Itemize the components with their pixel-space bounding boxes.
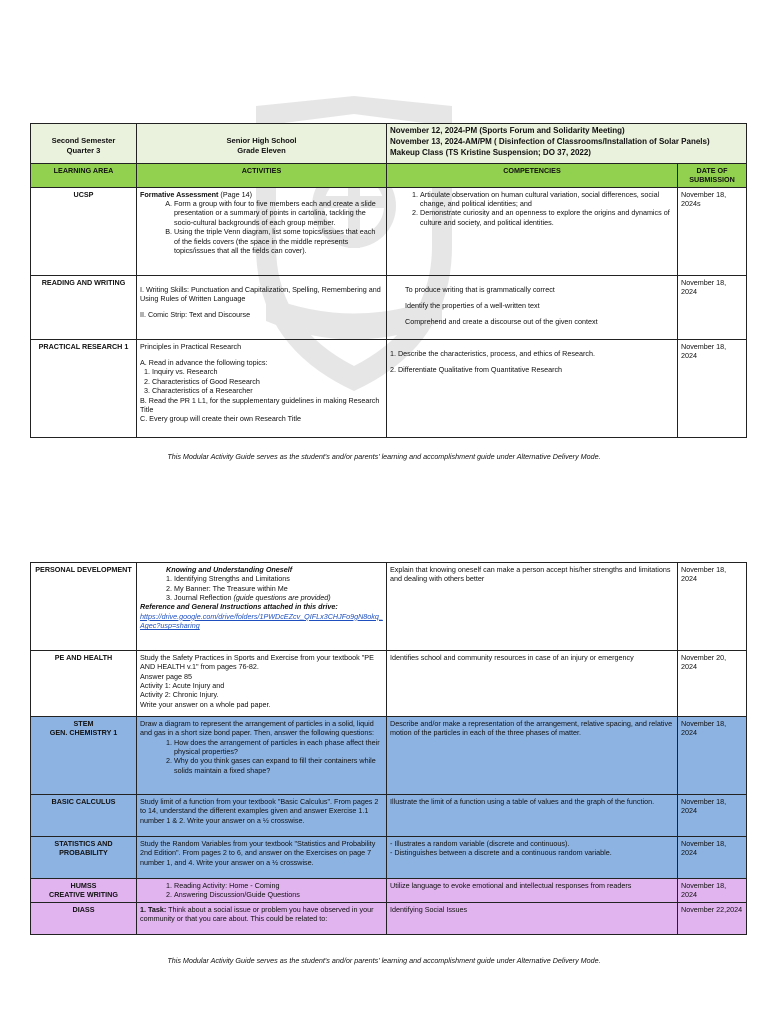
activities-calculus: Study limit of a function from your textbook "Basic Calculus". From pages 2 to 14, understand the different examples given and answer Exercise 1.1 number 1 & 2. Write your answer on a ½ crosswise.: [137, 795, 387, 837]
activities-chemistry: [137, 717, 387, 795]
activity-item: 1. Identifying Strengths and Limitations: [174, 574, 383, 583]
learning-area-statistics: STATISTICS AND PROBABILITY: [31, 837, 137, 879]
activity-title: Formative Assessment: [140, 189, 219, 199]
strand-label: STEM: [73, 719, 94, 728]
competencies-creative-writing: Utilize language to evoke emotional and intellectual responses from readers: [387, 879, 678, 903]
date-perdev: November 18, 2024: [678, 563, 747, 651]
date-calculus: November 18, 2024: [678, 795, 747, 837]
question-item: 2. Why do you think gases can expand to fill their containers while solids maintain a fixed shape?: [174, 756, 383, 775]
topic-item: 3. Characteristics of a Researcher: [144, 386, 253, 396]
competency-line: - Distinguishes between a discrete and a continuous random variable.: [390, 848, 612, 858]
activity-line: I. Writing Skills: Punctuation and Capitalization, Spelling, Remembering and Using Rules of Written Language: [140, 284, 381, 304]
subject-label: GEN. CHEMISTRY 1: [49, 728, 118, 738]
competency-line: Identify the properties of a well-written text: [405, 301, 540, 311]
schedule-table-page-1: [30, 123, 747, 438]
date-line-2: November 13, 2024-AM/PM ( Disinfection of Classrooms/Installation of Solar Panels): [390, 136, 710, 146]
activity-item: 1. Reading Activity: Home - Coming: [174, 881, 383, 890]
date-pe: November 20, 2024: [678, 651, 747, 717]
competencies-calculus: Illustrate the limit of a function using a table of values and the graph of the function.: [387, 795, 678, 837]
learning-area-ucsp: UCSP: [31, 187, 137, 275]
strand-label: HUMSS: [70, 881, 97, 890]
competencies-diass: Identifying Social Issues: [387, 902, 678, 934]
competencies-ucsp: [387, 187, 678, 275]
page-footer-note: This Modular Activity Guide serves as the student's and/or parents' learning and accomplishment guide under Alternative Delivery Mode.: [167, 956, 601, 965]
activity-item: A. Form a group with four to five members each and create a slide presentation or a summary of points in cartolina, tackling the socio-cultural backgrounds of each group member.: [174, 199, 383, 227]
semester-label: Second Semester: [51, 136, 116, 145]
date-statistics: November 18, 2024: [678, 837, 747, 879]
date-line-3: Makeup Class (TS Kristine Suspension; DO 37, 2022): [390, 147, 591, 157]
activities-ucsp: [137, 187, 387, 275]
date-chemistry: November 18, 2024: [678, 717, 747, 795]
table-row: [31, 902, 747, 934]
reference-note: Reference and General Instructions attached in this drive:: [140, 602, 338, 612]
activities-creative-writing: [137, 879, 387, 903]
activity-line: Answer page 85: [140, 671, 192, 681]
date-line-1: November 12, 2024-PM (Sports Forum and Solidarity Meeting): [390, 126, 625, 135]
activity-line: C. Every group will create their own Research Title: [140, 414, 301, 424]
schedule-table-page-2: [30, 562, 747, 935]
subject-label: CREATIVE WRITING: [49, 890, 118, 900]
table-row: [31, 275, 747, 339]
competency-line: - Illustrates a random variable (discrete and continuous).: [390, 839, 570, 848]
activity-title: Knowing and Understanding Oneself: [166, 565, 293, 574]
competencies-pr1: [387, 339, 678, 437]
col-learning-area: LEARNING AREA: [31, 164, 137, 188]
school-level-label: Senior High School: [226, 136, 297, 145]
learning-area-calculus: BASIC CALCULUS: [31, 795, 137, 837]
activity-line: II. Comic Strip: Text and Discourse: [140, 310, 251, 320]
learning-area-diass: DIASS: [31, 902, 137, 934]
table-row: [31, 795, 747, 837]
task-label: 1. Task:: [140, 904, 167, 914]
activity-line: Activity 1: Acute Injury and: [140, 681, 225, 691]
learning-area-pr1: PRACTICAL RESEARCH 1: [31, 339, 137, 437]
activities-diass: [137, 902, 387, 934]
competency-line: 1. Describe the characteristics, process, and ethics of Research.: [390, 348, 595, 358]
activity-item: 2. My Banner: The Treasure within Me: [174, 584, 383, 593]
activity-page: (Page 14): [218, 189, 252, 199]
activity-line: Draw a diagram to represent the arrangement of particles in a solid, liquid and gas in a short size bond paper. Then, answer the following questions:: [140, 719, 375, 738]
activities-reading: [137, 275, 387, 339]
competencies-reading: [387, 275, 678, 339]
competency-line: 2. Differentiate Qualitative from Quantitative Research: [390, 365, 563, 375]
competency-item: 2. Demonstrate curiosity and an openness to explore the origins and dynamics of culture and society, and political identities.: [420, 208, 674, 227]
table-row: [31, 563, 747, 651]
quarter-label: Quarter 3: [66, 145, 101, 155]
competency-line: To produce writing that is grammatically correct: [405, 284, 555, 294]
learning-area-reading: READING AND WRITING: [31, 275, 137, 339]
date-pr1: November 18, 2024: [678, 339, 747, 437]
date-reading: November 18, 2024: [678, 275, 747, 339]
activity-line: Write your answer on a whole pad paper.: [140, 699, 271, 709]
date-ucsp: November 18, 2024s: [678, 187, 747, 275]
col-activities: ACTIVITIES: [137, 164, 387, 188]
activity-item: B. Using the triple Venn diagram, list some topics/issues that each of the fields covers (the space in the middle represents topics/issues that all the fields can cover).: [174, 227, 383, 255]
col-date-submission: DATE OF SUBMISSION: [678, 164, 747, 188]
activities-pr1: [137, 339, 387, 437]
schedule-dates-cell: [387, 124, 747, 164]
learning-area-creative-writing: [31, 879, 137, 903]
activity-line: Activity 2: Chronic Injury.: [140, 690, 219, 700]
competency-item: 1. Articulate observation on human cultural variation, social differences, social change, and political identities; and: [420, 190, 674, 209]
topic-item: 2. Characteristics of Good Research: [144, 376, 260, 386]
table-row: [31, 339, 747, 437]
activity-line: B. Read the PR 1 L1, for the supplementary guidelines in making Research Title: [140, 395, 380, 414]
competencies-statistics: [387, 837, 678, 879]
activities-pe: [137, 651, 387, 717]
table-row: [31, 879, 747, 903]
task-text: Think about a social issue or problem you have observed in your community or that you care about. This could be related to:: [140, 904, 374, 924]
date-creative-writing: November 18, 2024: [678, 879, 747, 903]
table-row: [31, 651, 747, 717]
grade-label: Grade Eleven: [237, 145, 286, 155]
activities-statistics: Study the Random Variables from your textbook "Statistics and Probability 2nd Edition". From pages 2 to 6, and answer on the Exercises on page 7 number 1, and 4. Write your answer on a ½ crosswise.: [137, 837, 387, 879]
col-competencies: COMPETENCIES: [387, 164, 678, 188]
semester-cell: [31, 124, 137, 164]
activities-perdev: [137, 563, 387, 651]
page-footer-note: This Modular Activity Guide serves as the student's and/or parents' learning and accomplishment guide under Alternative Delivery Mode.: [167, 452, 601, 461]
topic-item: 1. Inquiry vs. Research: [144, 367, 218, 377]
drive-link[interactable]: https://drive.google.com/drive/folders/1PWDcEZcv_QIFLx3CHJFo9gN8okq_Agec?usp=sharing: [140, 611, 383, 631]
activity-item: [174, 593, 383, 602]
grade-cell: [137, 124, 387, 164]
question-item: 1. How does the arrangement of particles in each phase affect their physical properties?: [174, 738, 383, 757]
activity-line: A. Read in advance the following topics:: [140, 358, 268, 368]
learning-area-pe: PE AND HEALTH: [31, 651, 137, 717]
activity-item-note: (guide questions are provided): [231, 593, 331, 603]
competencies-pe: Identifies school and community resources in case of an injury or emergency: [387, 651, 678, 717]
activity-line: Principles in Practical Research: [140, 341, 242, 351]
table-row: [31, 837, 747, 879]
competencies-perdev: Explain that knowing oneself can make a person accept his/her strengths and limitations and dealing with others better: [387, 563, 678, 651]
date-diass: November 22,2024: [678, 902, 747, 934]
table-row: [31, 717, 747, 795]
activity-item: 2. Answering Discussion/Guide Questions: [174, 890, 383, 899]
table-row: [31, 187, 747, 275]
competency-line: Comprehend and create a discourse out of the given context: [405, 317, 598, 327]
learning-area-perdev: PERSONAL DEVELOPMENT: [31, 563, 137, 651]
activity-item-text: Journal Reflection: [174, 593, 232, 603]
competencies-chemistry: Describe and/or make a representation of the arrangement, relative spacing, and relative motion of the particles in each of the three phases of matter.: [387, 717, 678, 795]
activity-line: Study the Safety Practices in Sports and Exercise from your textbook "PE AND HEALTH v.1" from pages 76-82.: [140, 653, 374, 672]
learning-area-chemistry: [31, 717, 137, 795]
